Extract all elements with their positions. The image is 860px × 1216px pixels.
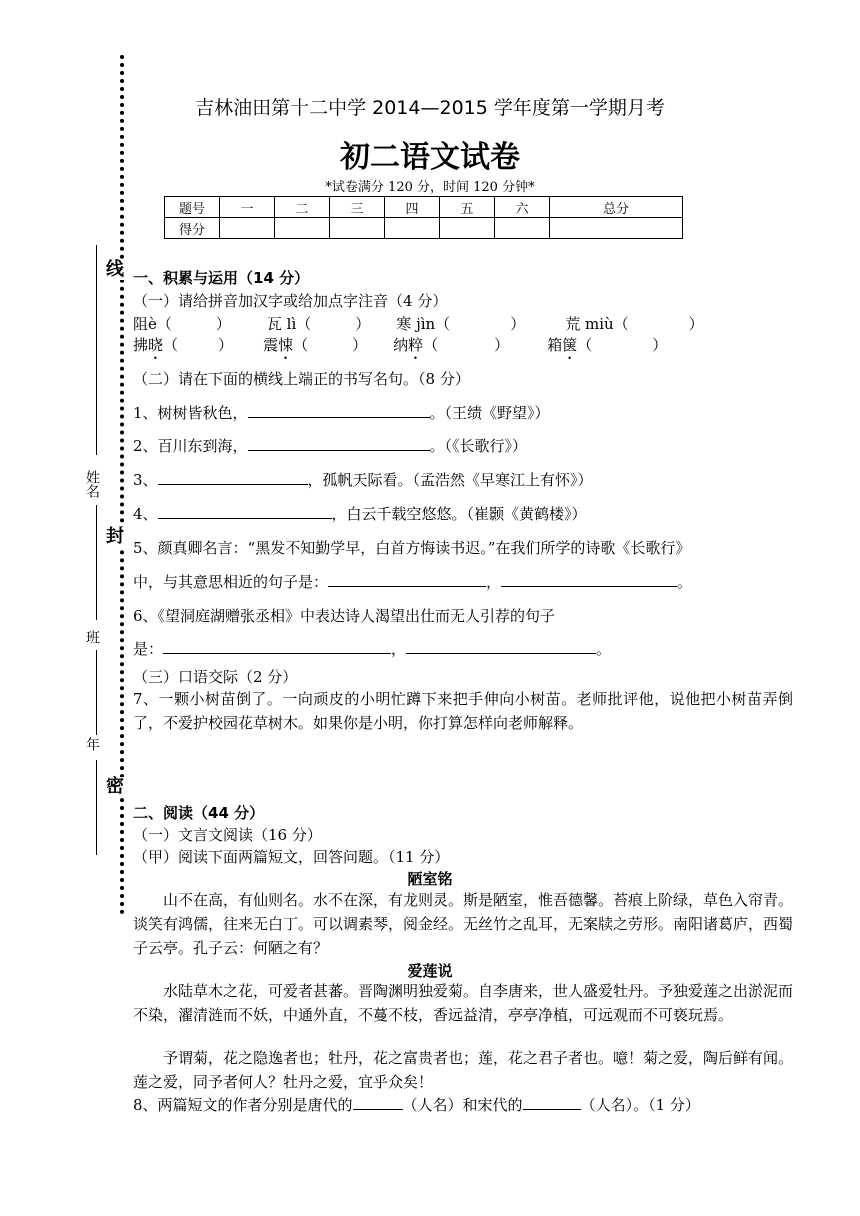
essay1-title: 陋室铭 [407,870,453,888]
score-table-row-score [165,218,683,239]
score-cell: 总分 [550,197,683,218]
punct: 。 [596,640,612,658]
dotted-char: 粹 [408,336,424,354]
q8-text: （人名）和宋代的 [402,1096,523,1114]
class-underline [96,505,97,620]
char: 箱 [547,336,563,354]
q4-num: 4、 [133,505,158,523]
part1-title: 一、积累与运用（14 分） [133,269,310,287]
answer-blank[interactable] [158,470,308,485]
char: 震 [263,336,279,354]
score-input-cell[interactable] [330,218,385,239]
part1-sub2: （二）请在下面的横线上端正的书写名句。（8 分） [133,370,470,388]
part1-sub3: （三）口语交际（2 分） [133,668,298,686]
answer-blank[interactable] [158,504,332,519]
q3-num: 3、 [133,471,158,489]
q8-text: 8、两篇短文的作者分别是唐代的 [133,1096,353,1114]
seal-mark-secret: 密 [106,776,124,797]
dotted-char: 悚 [278,336,294,354]
question-5-line1: 5、颜真卿名言：“黑发不知勤学早，白首方悔读书迟。”在我们所学的诗歌《长歌行》 [133,539,691,557]
char: 拂 [133,336,149,354]
question-5-line2 [133,571,692,592]
q1-text: 1、树树皆秋色， [133,404,248,422]
part2-sub1: （一）文言文阅读（16 分） [133,826,322,844]
pinyin-row-2 [133,334,667,363]
paren: ） [218,336,234,354]
exam-title: 初二语文试卷 [340,140,520,175]
score-input-cell[interactable] [550,218,683,239]
score-input-cell[interactable] [440,218,495,239]
pinyin-item: 荒 miù（ [565,315,629,333]
paren: （ [293,336,309,354]
grade-underline [96,650,97,735]
paren: （ [577,336,593,354]
paren: ） [352,336,368,354]
name-underline [96,245,97,455]
part1-sub1: （一）请给拼音加汉字或给加点字注音（4 分） [133,292,448,310]
part2-title: 二、阅读（44 分） [133,804,265,822]
grade-label: 年 [84,737,100,751]
paren: ） [652,336,668,354]
answer-blank[interactable] [248,436,430,451]
score-cell: 四 [385,197,440,218]
paren: （ [423,336,439,354]
exam-note: *试卷满分 120 分，时间 120 分钟* [325,180,535,195]
punct: 。 [677,573,693,591]
bottom-underline [96,760,97,855]
score-cell: 得分 [165,218,220,239]
dotted-char: 箧 [562,336,578,354]
question-6-line2 [133,638,611,659]
pinyin-row-1 [133,313,704,334]
char: 纳 [393,336,409,354]
score-cell: 六 [495,197,550,218]
school-line: 吉林油田第十二中学 2014—2015 学年度第一学期月考 [195,97,665,119]
paren: ） [510,315,526,333]
paren: ） [688,315,704,333]
punct: ， [391,640,407,658]
q5-text: 中，与其意思相近的句子是： [133,573,329,591]
essay1-text: 山不在高，有仙则名。水不在深，有龙则灵。斯是陋室，惟吾德馨。苔痕上阶绿，草色入帘青。谈笑有鸿儒，往来无白丁。可以调素琴，阅金经。无丝竹之乱耳，无案牍之劳形。南阳诸葛庐，西蜀子云亭。孔子云：何陋之有？ [133,891,794,957]
score-cell: 二 [275,197,330,218]
question-4 [133,503,587,524]
essay2-title: 爱莲说 [407,962,453,980]
answer-blank[interactable] [523,1095,581,1110]
score-input-cell[interactable] [385,218,440,239]
paren: ） [215,315,231,333]
class-label: 班 [84,630,100,644]
dotted-char: 晓 [148,336,164,354]
score-cell: 五 [440,197,495,218]
question-6-line1: 6、《望洞庭湖赠张丞相》中表达诗人渴望出仕而无人引荐的句子 [133,607,556,625]
score-input-cell[interactable] [275,218,330,239]
score-table [164,196,683,239]
essay2-paragraph-2: 予谓菊，花之隐逸者也；牡丹，花之富贵者也；莲，花之君子者也。噫！菊之爱，陶后鲜有闻。莲之爱，同予者何人？牡丹之爱，宜乎众矣！ [133,1049,794,1091]
q6-text: 是： [133,640,164,658]
answer-blank[interactable] [501,572,677,587]
q2-source: 。（《长歌行》） [429,437,528,455]
question-2 [133,435,527,456]
name-label: 姓名 [84,470,100,498]
part2-sub-a: （甲）阅读下面两篇短文，回答问题。（11 分） [133,848,450,866]
paren: ） [494,336,510,354]
q3-text: ，孤帆天际看。（孟浩然《早寒江上有怀》） [307,471,593,489]
score-cell: 一 [220,197,275,218]
q8-text: （人名）。（1 分） [580,1096,700,1114]
question-8 [133,1094,700,1115]
answer-blank[interactable] [248,403,430,418]
q2-text: 2、百川东到海， [133,437,248,455]
score-input-cell[interactable] [220,218,275,239]
score-input-cell[interactable] [495,218,550,239]
answer-blank[interactable] [406,639,596,654]
answer-blank[interactable] [328,572,486,587]
answer-blank[interactable] [353,1095,403,1110]
q4-text: ，白云千载空悠悠。（崔颢《黄鹤楼》） [331,505,587,523]
paren: （ [163,336,179,354]
score-table-row-header [165,197,683,218]
essay2-paragraph-1: 水陆草木之花，可爱者甚蕃。晋陶渊明独爱菊。自李唐来，世人盛爱牡丹。予独爱莲之出淤泥而不染，濯清涟而不妖，中通外直，不蔓不枝，香远益清，亭亭净植，可远观而不可亵玩焉。 [133,982,794,1024]
seal-mark-line: 线 [106,259,124,280]
pinyin-item: 阻è（ [133,315,172,333]
pinyin-item: 寒 jìn（ [396,315,451,333]
paren: ） [355,315,371,333]
question-3 [133,469,593,490]
question-7: 7、一颗小树苗倒了。一向顽皮的小明忙蹲下来把手伸向小树苗。老师批评他，说他把小树苗弄倒了，不爱护校园花草树木。如果你是小明，你打算怎样向老师解释。 [133,690,793,732]
seal-mark-seal: 封 [106,526,124,547]
punct: ， [486,573,502,591]
score-cell: 三 [330,197,385,218]
pinyin-item: 瓦 lì（ [266,315,312,333]
q1-source: 。（王绩《野望》） [429,404,550,422]
question-1 [133,402,550,423]
score-cell: 题号 [165,197,220,218]
answer-blank[interactable] [163,639,391,654]
